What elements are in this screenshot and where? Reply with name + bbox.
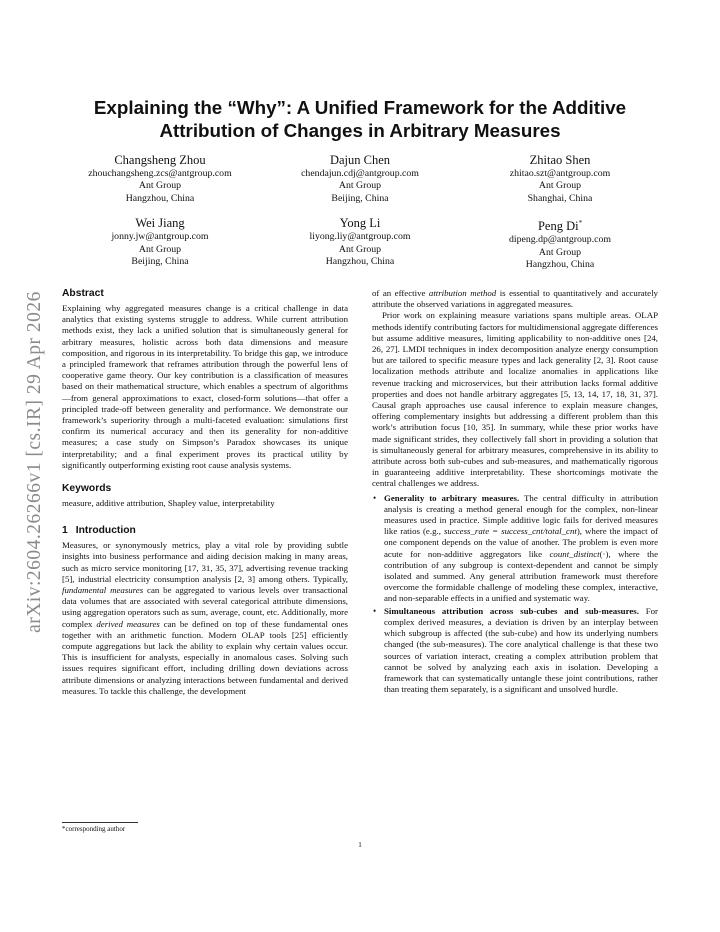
author-card [60,152,260,205]
author-card [260,152,460,205]
keywords-text: measure, additive attribution, Shapley value, interpretability [62,498,275,509]
bullet-icon: • [373,605,377,616]
author-location: Beijing, China [331,192,389,204]
section-number: 1 [62,525,68,537]
section-title: Introduction [75,525,136,537]
text-run: ), where the impact of one component depends on the value of another. The problem is even more acute for non-additive aggregators like [384,526,658,559]
author-org: Ant Group [138,180,182,192]
author-location: Hangzhou, China [125,192,195,204]
list-item [372,493,658,605]
author-name [460,215,660,234]
arxiv-stamp-text: arXiv:2604.26266v1 [cs.IR] 29 Apr 2026 [24,291,45,633]
text-run: (·), where the contribution of any subgroup is context-dependent and cannot be simply isolated and summed. Any general attribution framework must therefore overcome the formidable challenge of modeling these complex, interactive, and non-separable effects in a unified and systematic way. [384,548,658,604]
author-org: Ant Group [538,180,582,192]
author-card [60,215,260,271]
bullet-heading: Generality to arbitrary measures. [384,492,520,503]
paper-title: Explaining the “Why”: A Unified Framework for the Additive Attribution of Changes in Arbitrary Measures [93,97,627,141]
emphasis-text: success_rate = success_cnt/total_cnt [443,526,577,537]
author-block [60,152,660,282]
author-location: Beijing, China [131,256,189,268]
text-run: can be defined on top of these fundamental ones together with an arithmetic function. Modern OLAP tools [25] efficiently compute aggregations but lack the ability to explain why certain values occur. This is insufficient for analysts, especially in anomalous cases. Solving such issues requires significant effort, including drilling down deviations across attribute dimensions or analyzing interactions between fundamental and derived measures. To tackle this challenge, the development [62,618,348,696]
author-name: Wei Jiang [135,216,185,231]
author-email[interactable]: jonny.jw@antgroup.com [111,231,209,243]
author-email[interactable]: chendajun.cdj@antgroup.com [301,168,419,179]
page-number: 1 [358,840,362,849]
emphasis-text: derived measures [96,618,160,629]
author-name: Yong Li [339,216,381,231]
bullet-heading: Simultaneous attribution across sub-cubes and sub-measures. [384,605,639,616]
author-row-2 [60,215,660,271]
text-run: is essential to quantitatively and accurately attribute the observed variations in aggregated measures. [372,288,658,310]
author-email[interactable]: liyong.liy@antgroup.com [309,231,411,243]
author-email[interactable]: dipeng.dp@antgroup.com [508,234,612,246]
author-org: Ant Group [538,246,582,258]
emphasis-text: count_distinct [549,548,600,559]
author-org: Ant Group [338,243,382,255]
introduction-heading [62,525,348,536]
author-location: Shanghai, China [527,192,593,204]
text-run: of an effective [372,288,429,298]
introduction-paragraph [62,540,348,697]
corresponding-mark: * [578,219,583,228]
text-run: The central difficulty in attribution analysis is creating a method general enough for the complex, non-linear measures used in practice. Simple additive logic fails for derived measures like ratios (e.g., [384,492,658,537]
emphasis-text: fundamental measures [62,585,144,596]
author-name: Zhitao Shen [529,153,591,167]
continued-paragraph [372,288,658,310]
list-item [372,606,658,696]
author-location: Hangzhou, China [525,259,595,271]
keywords-heading: Keywords [62,483,112,495]
text-run: Measures, or synonymously metrics, play a vital role by providing subtle insights into business performance and aiding decision making in many areas, such as micro service monitoring [17, 31, 35, 37], advertising revenue tracking [5], industrial electricity consumption analysis [2, 3] among others. Typically, [62,540,348,584]
left-column [62,288,348,697]
author-card [460,152,660,205]
author-org: Ant Group [138,243,182,255]
arxiv-stamp [20,262,50,662]
challenge-list [372,493,658,696]
footnote: *corresponding author [62,825,126,833]
author-name: Changsheng Zhou [114,153,206,167]
author-email[interactable]: zhitao.szt@antgroup.com [509,168,611,179]
author-location: Hangzhou, China [325,256,395,268]
text-run: can be aggregated to various levels over transactional data volumes that are associated with several categorical attribute dimensions, using aggregation operators such as sum, average, count, etc. Additionally, more complex [62,585,348,629]
footnote-divider [62,822,138,823]
author-org: Ant Group [338,180,382,192]
text-run: For complex derived measures, a deviation is driven by an interplay between which subgroup is affected (the sub-cube) and how its underlying numbers changed (the sub-measures). The core analytical challenge is that these two sources of variation interact, creating a complex attribution problem that cannot be solved by analyzing each axis in isolation. Developing a framework that can systematically untangle these joint contributions, rather than treating them separately, is a significant and unsolved hurdle. [384,605,658,695]
author-name-text: Peng Di [537,219,579,234]
abstract-text: Explaining why aggregated measures change is a critical challenge in data analytics that existing systems struggle to address. While current attribution methods exist, they lack a unified solution that is simultaneously general for arbitrary measures, holistic across both data dimensions and measure composition, and rigorous in its interpretability. To bridge this gap, we introduce a principled framework that reframes attribution through the powerful lens of cooperative game theory. Our key contribution is a classification of measures based on their mathematical structure, which enables a spectrum of algorithms—from general approximations to exact, closed-form solutions—that offer a principled trade-off between generality and performance. We demonstrate our framework’s superiority through a multi-faceted evaluation: simulations first confirm its numerical accuracy and then its generality for non-additive measures; a case study on Simpson’s Paradox showcases its unique interpretability; and a final experiment proves its practical utility by significantly outperforming existing root cause analysis systems. [62,303,348,470]
abstract-heading: Abstract [62,288,104,299]
bullet-icon: • [373,492,377,503]
prior-work-paragraph: Prior work on explaining measure variations spans multiple areas. OLAP methods identify contributing factors for multidimensional aggregate differences but assume additive measures, limiting applicability to non-additive ones [24, 26, 27]. LMDI techniques in index decomposition analyze energy consumption but are tailored to specific measure types and lack generality [2, 3]. Root cause localization methods attribute and localize anomalies in applications like revenue tracking and microservices, but their attribution lacks formal additive properties and does not handle arbitrary aggregates [5, 13, 14, 17, 18, 31, 37]. Causal graph approaches use causal inference to explain measure changes, offering complementary insights but addressing a different problem than this work’s attribution focus [10, 35]. In summary, while these prior works have made significant strides, they collectively fall short in providing a solution that is simultaneously general for arbitrary measures, comprehensive in its ability to attribute across both sub-cubes and sub-measures, and mathematically rigorous in guaranteeing additive interpretability. These shortcomings motivate the central challenges we address. [372,310,658,489]
author-card [260,215,460,271]
author-name: Dajun Chen [329,153,391,167]
right-column [372,288,658,696]
author-card [460,215,660,271]
author-row-1 [60,152,660,205]
author-email[interactable]: zhouchangsheng.zcs@antgroup.com [88,168,232,179]
emphasis-text: attribution method [428,288,497,298]
